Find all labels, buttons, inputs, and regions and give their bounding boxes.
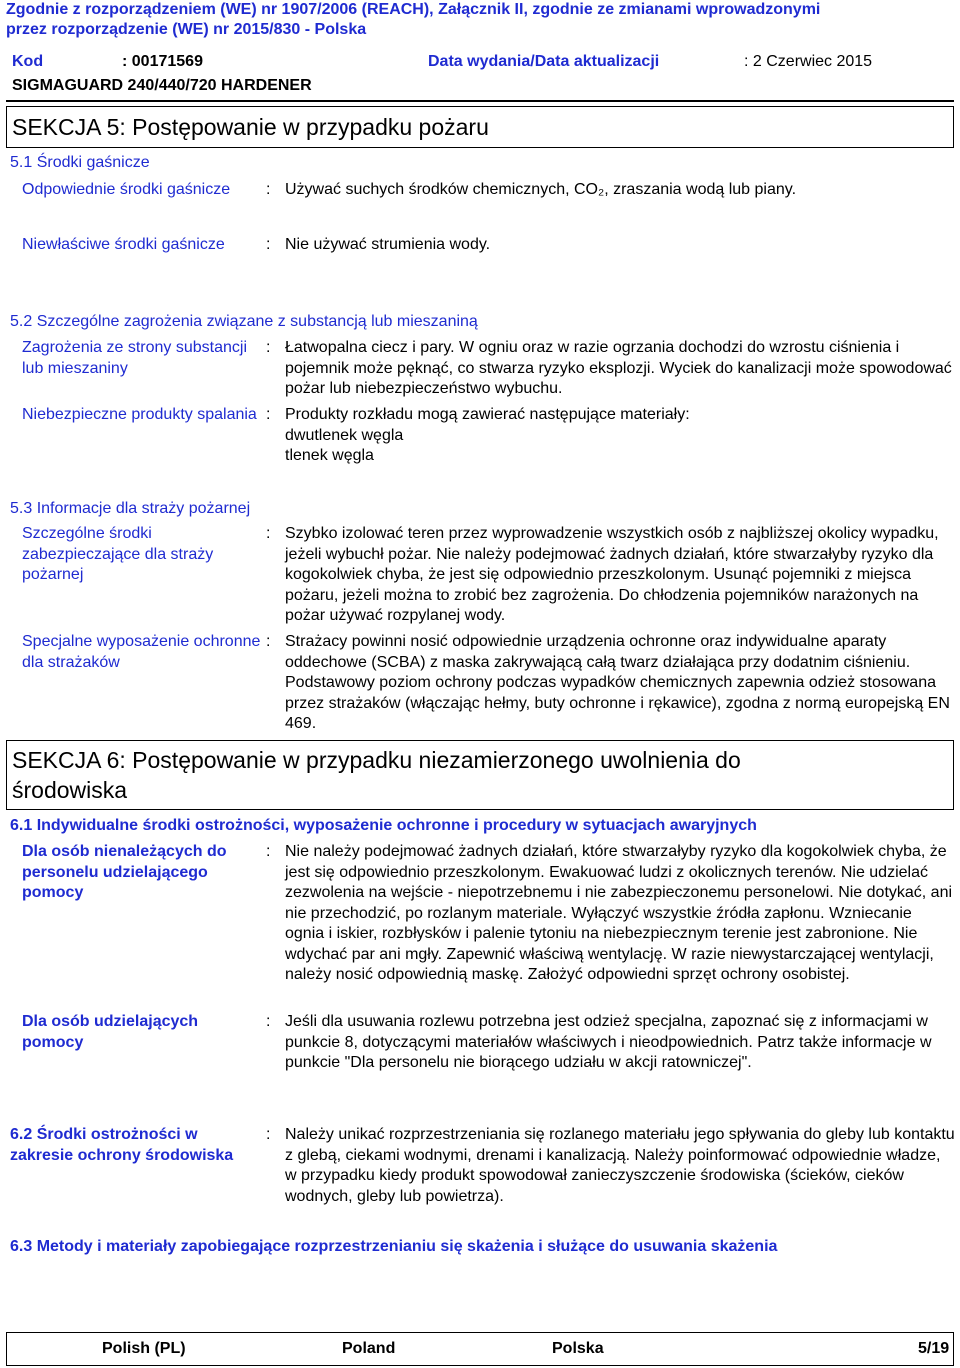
label-unsuitable-extinguishing: Niewłaściwe środki gaśnicze [22,236,225,253]
colon: : [266,236,271,253]
label-environmental-precautions: 6.2 Środki ostrożności w zakresie ochrony środowiska [10,1126,234,1164]
footer-country: Poland [342,1340,396,1357]
colon: : [266,1126,271,1143]
label-hazardous-combustion-products: Niebezpieczne produkty spalania [22,406,257,423]
product-name: SIGMAGUARD 240/440/720 HARDENER [12,77,312,94]
colon: : [266,843,271,860]
code-value: : 00171569 [122,53,203,70]
regulation-line-1: Zgodnie z rozporządzeniem (WE) nr 1907/2006 (REACH), Załącznik II, zgodnie ze zmianami wprowadzonymi [6,1,821,18]
value-firefighter-special-measures: Szybko izolować teren przez wyprowadzenie wszystkich osób z najbliższej okolicy wypadku, jeżeli wybuchł pożar. Nie należy podejmować żadnych działań, które stwarzałyby ryzyko dla kogokolwiek chyba, że jest się odpowiednio przeszkolonym. Usunąć pojemniki z miejsca pożaru, jeżeli można to zrobić bez zagrożenia. Do chłodzenia pojemników narażonych na pożar używać rozpylanej wody. [285,525,939,624]
subsection-5-3-title: 5.3 Informacje dla straży pożarnej [10,500,251,517]
value-non-emergency-personnel: Nie należy podejmować żadnych działań, które stwarzałyby ryzyko dla kogokolwiek chyba, że jest się odpowiednio przeszkolonym. Ewakuować ludzi z okolicznych terenów. Nie udzielać zezwolenia na wejście - niepotrzebnemu i nie zabezpieczonemu personelowi. Nie dotykać, ani nie przechodzić, po rozlanym materiale. Wyłączyć wszystkie źródła zapłonu. Wzniecanie ognia i iskier, rozbłysków i palenie tytoniu na niebezpiecznym terenie jest zabronione. Nie wdychać par ani mgły. Zapewnić właściwą wentylację. W razie niewystarczającej wentylacji, należy nosić odpowiednią maskę. Założyć odpowiedni sprzęt ochrony osobistej. [285,843,953,983]
footer-page-number: 5/19 [918,1340,950,1357]
value-suitable-extinguishing: Używać suchych środków chemicznych, CO₂, zraszania wodą lub piany. [285,181,797,198]
value-hazardous-combustion-products [285,405,955,467]
subsection-6-1-title: 6.1 Indywidualne środki ostrożności, wyposażenie ochronne i procedury w sytuacjach awaryjnych [10,817,757,834]
value-emergency-responders: Jeśli dla usuwania rozlewu potrzebna jest odzież specjalna, zapoznać się z informacjami w punkcie 8, dotyczącymi materiałów właściwych i nieodpowiednich. Patrz także informacje w punkcie "Dla personelu nie biorącego udziału w akcji ratowniczej". [285,1013,932,1071]
value-hazards-from-substance: Łatwopalna ciecz i pary. W ogniu oraz w razie ogrzania dochodzi do wzrostu ciśnienia i pojemnik może pęknąć, co stwarza ryzyko eksplozji. Wyciek do kanalizacji może spowodować pożar lub niebezpieczeństwo wybuchu. [285,339,952,397]
label-firefighter-special-measures: Szczególne środki zabezpieczające dla straży pożarnej [22,525,214,583]
colon: : [266,1013,271,1030]
colon: : [266,339,271,356]
section-6-title-line-2: środowiska [12,777,128,803]
header-divider [6,100,954,102]
date-label: Data wydania/Data aktualizacji [428,53,660,70]
value-unsuitable-extinguishing: Nie używać strumienia wody. [285,236,491,253]
colon: : [266,181,271,198]
regulation-line-2: przez rozporządzenie (WE) nr 2015/830 - Polska [6,21,367,38]
section-6-title-line-1: SEKCJA 6: Postępowanie w przypadku niezamierzonego uwolnienia do [12,747,741,773]
label-non-emergency-personnel: Dla osób nienależących do personelu udzielającego pomocy [22,843,227,901]
subsection-5-1-title: 5.1 Środki gaśnicze [10,154,150,171]
subsection-6-3-title: 6.3 Metody i materiały zapobiegające rozprzestrzenianiu się skażenia i służące do usuwania skażenia [10,1238,778,1255]
section-5-title: SEKCJA 5: Postępowanie w przypadku pożaru [12,114,489,140]
date-value: : 2 Czerwiec 2015 [744,53,873,70]
footer-country-local: Polska [552,1340,604,1357]
label-suitable-extinguishing: Odpowiednie środki gaśnicze [22,181,231,198]
footer-language: Polish (PL) [102,1340,186,1357]
value-firefighter-equipment: Strażacy powinni nosić odpowiednie urządzenia ochronne oraz indywidualne aparaty oddechowe (SCBA) z maska zakrywającą całą twarz działająca przy dodatnim ciśnieniu. Podstawowy poziom ochrony podczas wypadków chemicznych zapewnia odzież stosowana przez strażaków (włączając hełmy, buty ochronne i rękawice), zgodna z normą europejską EN 469. [285,633,950,732]
combustion-product-item: tlenek węgla [285,447,374,464]
subsection-5-2-title: 5.2 Szczególne zagrożenia związane z substancją lub mieszaniną [10,313,478,330]
colon: : [266,633,271,650]
colon: : [266,406,271,423]
label-emergency-responders: Dla osób udzielających pomocy [22,1013,199,1051]
combustion-products-intro: Produkty rozkładu mogą zawierać następujące materiały: [285,406,690,423]
value-environmental-precautions: Należy unikać rozprzestrzeniania się rozlanego materiału jego spływania do gleby lub kontaktu z glebą, ciekami wodnymi, drenami i kanalizacją. Należy poinformować odpowiednie władze, w przypadku kiedy produkt spowodował zanieczyszczenie środowiska (ścieków, cieków wodnych, gleby lub powietrza). [285,1126,955,1205]
colon: : [266,525,271,542]
combustion-product-item: dwutlenek węgla [285,426,404,444]
code-label: Kod [12,53,44,70]
label-firefighter-equipment: Specjalne wyposażenie ochronne dla strażaków [22,633,261,671]
label-hazards-from-substance: Zagrożenia ze strony substancji lub mieszaniny [22,339,247,377]
